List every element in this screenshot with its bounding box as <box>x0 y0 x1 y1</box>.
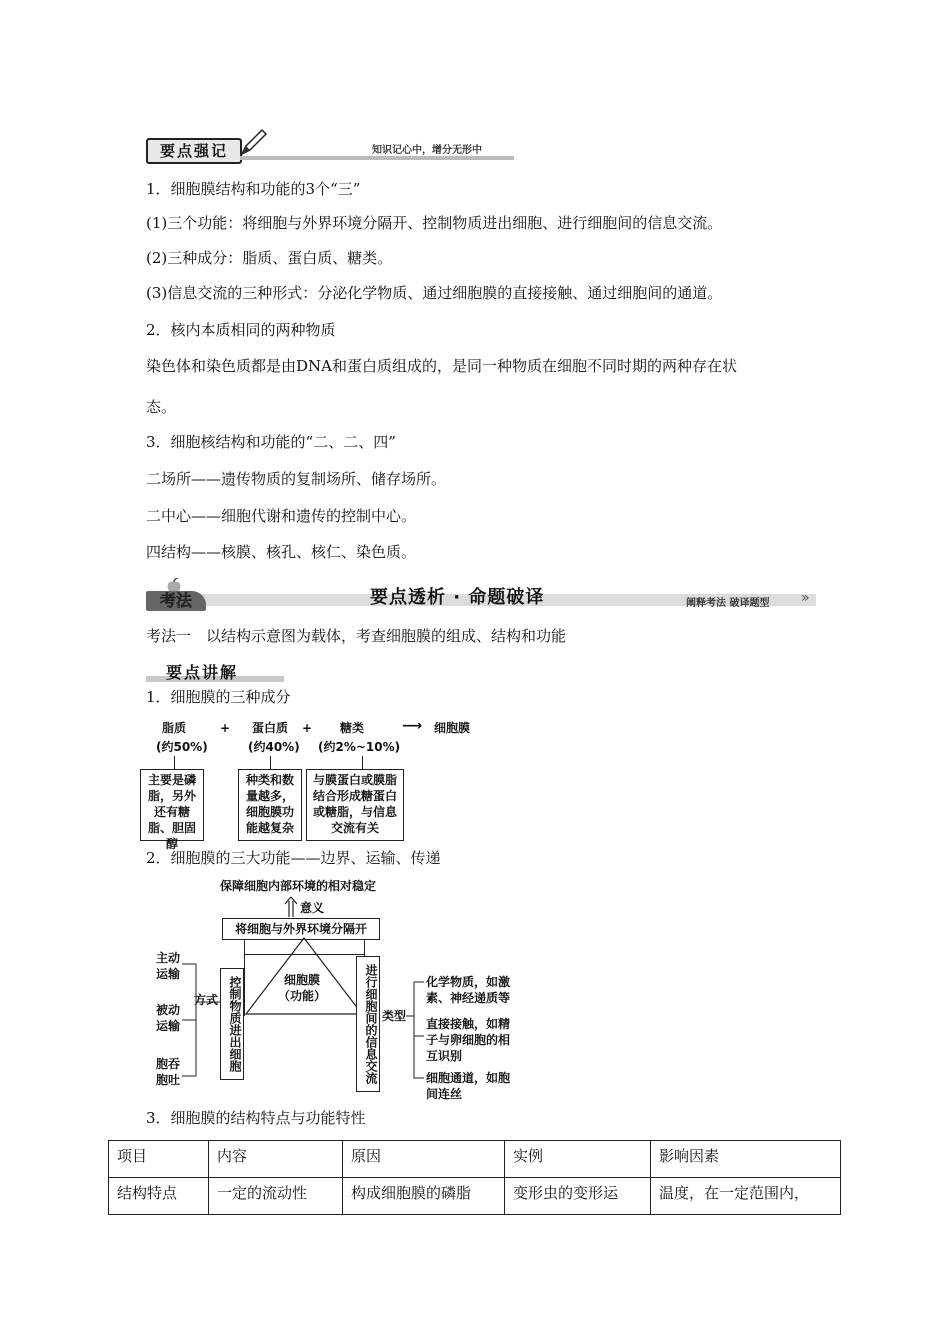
component-pct: (约2%~10%) <box>318 740 401 754</box>
control-box: 控制物质进出细胞 <box>220 968 244 1080</box>
explain-header-label: 要点讲解 <box>166 663 239 682</box>
table-header-cell: 原因 <box>343 1141 505 1178</box>
text-line: 3．细胞核结构和功能的“二、二、四” <box>146 433 396 451</box>
table-cell: 一定的流动性 <box>209 1178 343 1215</box>
double-chevron-icon: » <box>801 590 810 606</box>
text-line: (2)三种成分：脂质、蛋白质、糖类。 <box>146 249 393 267</box>
type-label: 类型 <box>382 1009 407 1023</box>
component-desc-box: 种类和数量越多，细胞膜功能越复杂 <box>238 769 302 841</box>
table-cell: 变形虫的变形运 <box>505 1178 651 1215</box>
text-line: 2．核内本质相同的两种物质 <box>146 321 336 339</box>
left-item: 被动 运输 <box>156 1003 181 1033</box>
component-pct: (约50%) <box>156 740 208 754</box>
text-line: 二场所——遗传物质的复制场所、储存场所。 <box>146 470 447 488</box>
component-desc-box: 主要是磷脂，另外还有糖脂、胆固醇 <box>140 769 204 841</box>
features-table <box>108 1140 841 1215</box>
key-points-header-subtitle: 知识记心中，增分无形中 <box>372 145 482 156</box>
table-row <box>109 1178 841 1215</box>
component-name: 脂质 <box>162 721 187 735</box>
mode-label: 方式 <box>194 993 219 1007</box>
text-line: (3)信息交流的三种形式：分泌化学物质、通过细胞膜的直接接触、通过细胞间的通道。 <box>146 284 723 302</box>
bracket-left <box>180 960 220 1080</box>
plus-sign: + <box>302 721 313 735</box>
left-item: 主动 运输 <box>156 951 181 981</box>
table-header-row <box>109 1141 841 1178</box>
item3-title: 3．细胞膜的结构特点与功能特性 <box>146 1109 366 1127</box>
table-cell: 构成细胞膜的磷脂 <box>343 1178 505 1215</box>
plus-sign: + <box>220 721 231 735</box>
method-header-title: 要点透析 · 命题破译 <box>370 587 545 608</box>
composition-diagram <box>140 716 480 851</box>
pencil-icon <box>238 128 268 158</box>
table-cell: 温度，在一定范围内， <box>651 1178 841 1215</box>
method-header <box>146 578 816 612</box>
separate-box: 将细胞与外界环境分隔开 <box>222 918 380 940</box>
key-points-header <box>146 136 514 164</box>
communicate-box: 进行细胞间的信息交流 <box>356 956 380 1092</box>
table-header-cell: 影响因素 <box>651 1141 841 1178</box>
key-points-header-label: 要点强记 <box>146 138 242 164</box>
bracket-right <box>406 974 426 1084</box>
right-item: 化学物质，如激 素、神经递质等 <box>426 975 511 1005</box>
component-pct: (约40%) <box>248 740 300 754</box>
left-item: 胞吞 胞吐 <box>156 1057 181 1087</box>
key-points-header-rule <box>240 156 514 160</box>
connector <box>270 756 271 769</box>
meaning-label: 意义 <box>300 901 325 915</box>
table-header-cell: 内容 <box>209 1141 343 1178</box>
method-one: 考法一 以结构示意图为载体，考查细胞膜的组成、结构和功能 <box>146 627 567 645</box>
text-line: 二中心——细胞代谢和遗传的控制中心。 <box>146 507 417 525</box>
method-header-tag: 考法 <box>146 591 206 611</box>
connector <box>362 756 363 769</box>
text-line: 态。 <box>146 398 177 416</box>
item2-title: 2．细胞膜的三大功能——边界、运输、传递 <box>146 849 441 867</box>
frame-line <box>364 940 365 954</box>
center-label: 细胞膜 （功能） <box>278 973 327 1003</box>
function-diagram <box>150 876 530 1101</box>
item1-title: 1．细胞膜的三种成分 <box>146 688 291 706</box>
result-label: 细胞膜 <box>434 721 471 735</box>
right-item: 细胞通道，如胞 间连丝 <box>426 1071 511 1101</box>
up-arrow-icon <box>284 896 298 918</box>
text-line: (1)三个功能：将细胞与外界环境分隔开、控制物质进出细胞、进行细胞间的信息交流。 <box>146 214 723 232</box>
text-line: 染色体和染色质都是由DNA和蛋白质组成的，是同一种物质在细胞不同时期的两种存在状 <box>146 357 737 375</box>
arrow-icon: ⟶ <box>402 718 423 734</box>
connector <box>174 756 175 769</box>
table-cell: 结构特点 <box>109 1178 209 1215</box>
table-header-cell: 实例 <box>505 1141 651 1178</box>
explain-header <box>146 660 284 684</box>
text-line: 1．细胞膜结构和功能的3个“三” <box>146 180 361 198</box>
method-header-right: 阐释考法 破译题型 <box>686 598 770 609</box>
top-text: 保障细胞内部环境的相对稳定 <box>220 879 377 893</box>
right-item: 直接接触，如精 子与卵细胞的相 互识别 <box>426 1017 511 1063</box>
table-header-cell: 项目 <box>109 1141 209 1178</box>
component-name: 蛋白质 <box>252 721 289 735</box>
component-name: 糖类 <box>340 721 365 735</box>
text-line: 四结构——核膜、核孔、核仁、染色质。 <box>146 543 417 561</box>
component-desc-box: 与膜蛋白或膜脂结合形成糖蛋白或糖脂，与信息交流有关 <box>306 769 404 841</box>
